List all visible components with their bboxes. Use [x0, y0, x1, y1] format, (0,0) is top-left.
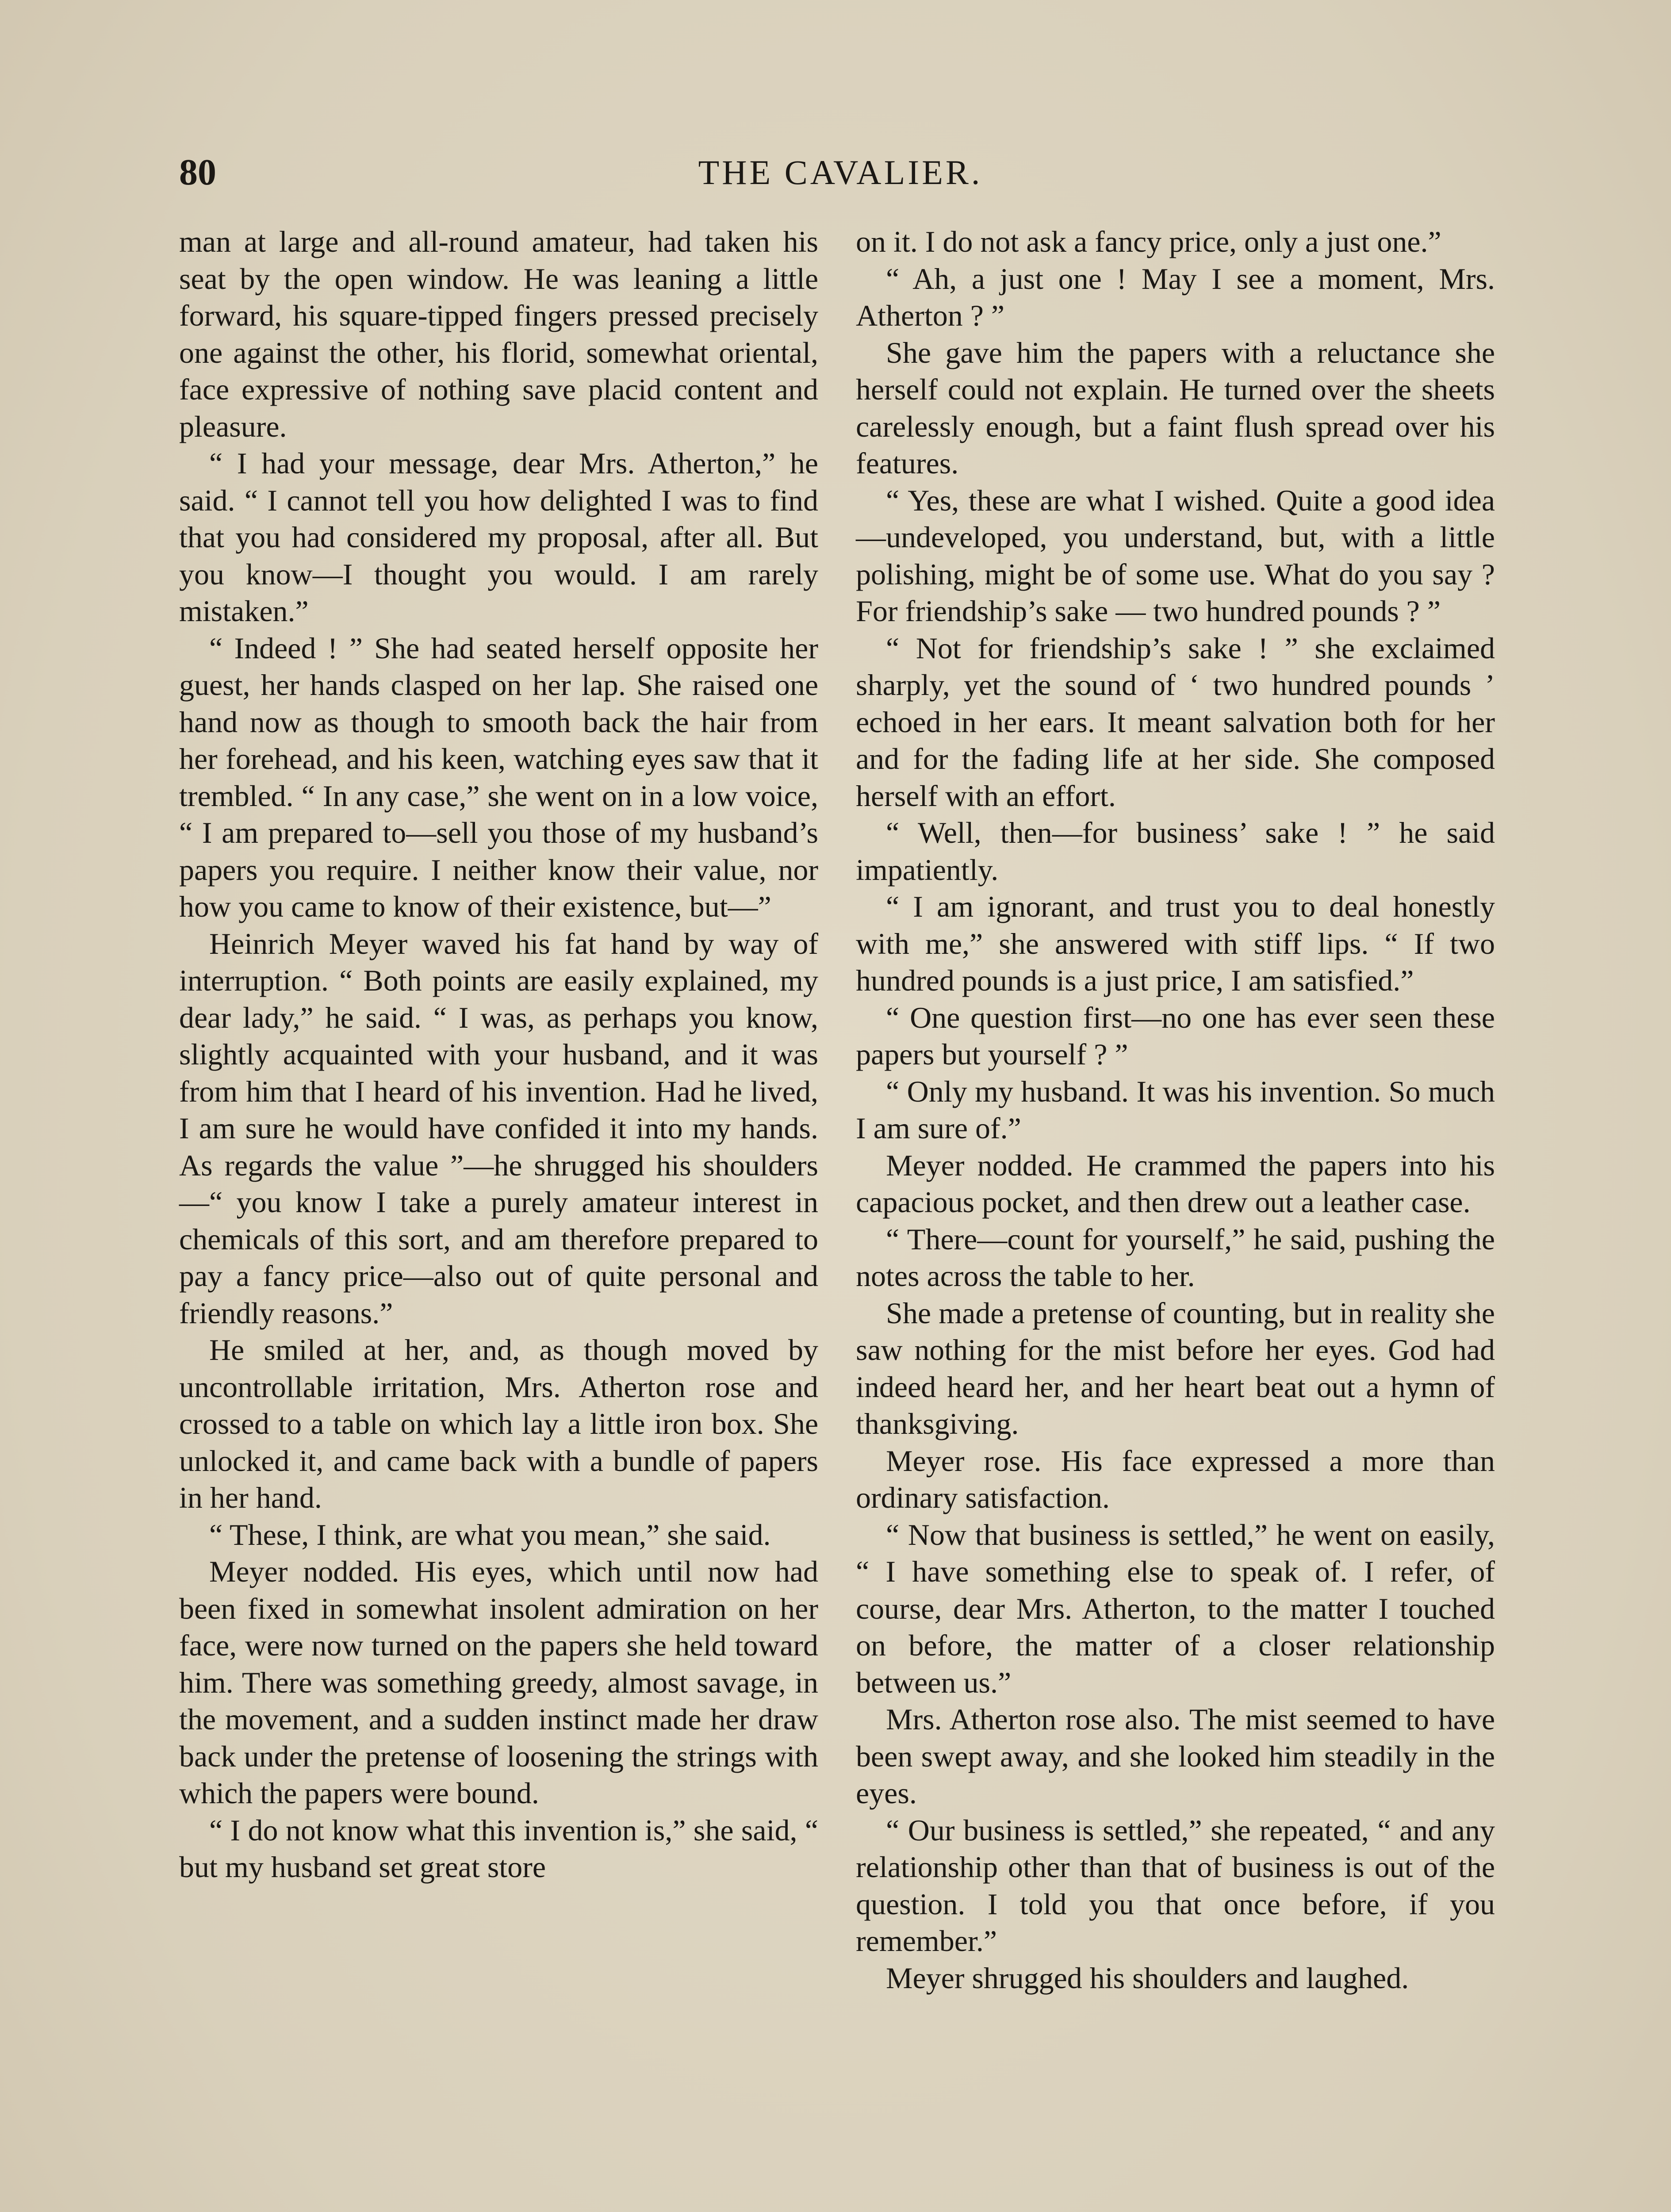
page-number: 80 [179, 152, 216, 193]
paragraph: Mrs. Atherton rose also. The mist seemed to have been swept away, and she looked him steadily in the eyes. [856, 1702, 1495, 1810]
paragraph: Meyer nodded. His eyes, which until now had been fixed in somewhat insolent admiration on her face, were now turned on the papers she held toward him. There was something greedy, almost savage, in the movement, and a sudden instinct made her draw back under the pretense of loosening the strings with which the papers were bound. [179, 1555, 818, 1810]
paragraph: “ I do not know what this invention is,” she said, “ but my husband set great store [179, 1813, 818, 1884]
paragraph: “ Only my husband. It was his invention. So much I am sure of.” [856, 1074, 1495, 1145]
paragraph: He smiled at her, and, as though moved by uncontrollable irritation, Mrs. Atherton rose and crossed to a table on which lay a little iron box. She unlocked it, and came back with a bundle of papers in her hand. [179, 1333, 818, 1514]
paragraph: “ Our business is settled,” she repeated, “ and any relationship other than that of business is out of the question. I told you that once before, if you remember.” [856, 1813, 1495, 1958]
right-column [856, 223, 1495, 1997]
paragraph: “ Now that business is settled,” he went on easily, “ I have something else to speak of. I refer, of course, dear Mrs. Atherton, to the matter I touched on before, the matter of a closer relationship between us.” [856, 1517, 1495, 1699]
paragraph: “ One question first—no one has ever seen these papers but yourself ? ” [856, 1000, 1495, 1071]
paragraph: “ I had your message, dear Mrs. Atherton,” he said. “ I cannot tell you how delighted I was to find that you had considered my proposal, after all. But you know—I thought you would. I am rarely mistaken.” [179, 446, 818, 628]
paragraph: “ Indeed ! ” She had seated herself opposite her guest, her hands clasped on her lap. She raised one hand now as though to smooth back the hair from her forehead, and his keen, watching eyes saw that it trembled. “ In any case,” she went on in a low voice, “ I am prepared to—sell you those of my husband’s papers you require. I neither know their value, nor how you came to know of their existence, but—” [179, 631, 818, 923]
left-column [179, 223, 818, 1886]
paragraph: Heinrich Meyer waved his fat hand by way of interruption. “ Both points are easily explained, my dear lady,” he said. “ I was, as perhaps you know, slightly acquainted with your husband, and it was from him that I heard of his invention. Had he lived, I am sure he would have confided it into my hands. As regards the value ”—he shrugged his shoulders—“ you know I take a purely amateur interest in chemicals of this sort, and am therefore prepared to pay a fancy price—also out of quite personal and friendly reasons.” [179, 926, 818, 1330]
paragraph: on it. I do not ask a fancy price, only a just one.” [856, 225, 1441, 258]
paragraph: “ These, I think, are what you mean,” she said. [209, 1517, 771, 1551]
running-head: THE CAVALIER. [698, 153, 983, 192]
paragraph: Meyer rose. His face expressed a more than ordinary satisfaction. [856, 1444, 1495, 1514]
paragraph: She gave him the papers with a reluctance she herself could not explain. He turned over the sheets carelessly enough, but a faint flush spread over his features. [856, 335, 1495, 480]
paragraph: man at large and all-round amateur, had taken his seat by the open window. He was leaning a little forward, his square-tipped fingers pressed precisely one against the other, his florid, somewhat oriental, face expressive of nothing save placid content and pleasure. [179, 225, 818, 443]
paragraph: “ Yes, these are what I wished. Quite a good idea—undeveloped, you understand, but, with a little polishing, might be of some use. What do you say ? For friendship’s sake — two hundred pounds ? ” [856, 483, 1495, 628]
paragraph: “ I am ignorant, and trust you to deal honestly with me,” she answered with stiff lips. “ If two hundred pounds is a just price, I am satisfied.” [856, 890, 1495, 997]
paragraph: Meyer shrugged his shoulders and laughed. [886, 1961, 1409, 1995]
paragraph: Meyer nodded. He crammed the papers into his capacious pocket, and then drew out a leather case. [856, 1148, 1495, 1219]
paragraph: She made a pretense of counting, but in reality she saw nothing for the mist before her eyes. God had indeed heard her, and her heart beat out a hymn of thanksgiving. [856, 1296, 1495, 1440]
paragraph: “ There—count for yourself,” he said, pushing the notes across the table to her. [856, 1222, 1495, 1293]
paragraph: “ Well, then—for business’ sake ! ” he said impatiently. [856, 816, 1495, 887]
paragraph: “ Not for friendship’s sake ! ” she exclaimed sharply, yet the sound of ‘ two hundred pounds ’ echoed in her ears. It meant salvation both for her and for the fading life at her side. She composed herself with an effort. [856, 631, 1495, 813]
paragraph: “ Ah, a just one ! May I see a moment, Mrs. Atherton ? ” [856, 261, 1495, 332]
page-header [179, 146, 1502, 199]
